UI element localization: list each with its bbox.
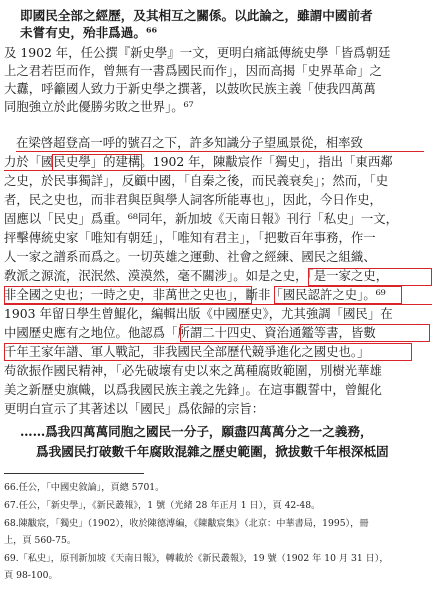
highlight-underline bbox=[16, 151, 424, 152]
highlight-box bbox=[274, 286, 402, 304]
body-text-line: 非全國之史也；一時之史，非萬世之史也」，斷非「國民認許之史」。⁶⁹ bbox=[4, 287, 386, 302]
body-text-line: 中國歷史應有之地位。他認爲「所謂二十四史、資治通鑑等書，皆數 bbox=[4, 325, 376, 340]
footnote-line: 69.「私史」，原刊新加坡《天南日報》，轉載於《新民叢報》，19 號（1902 年 10 月 31 日）， bbox=[4, 553, 389, 564]
body-text-line: 固應以「民史」爲重。⁶⁸同年，新加坡《天南日報》刊行「私史」一文， bbox=[4, 211, 399, 226]
block-quote-line: 未嘗有史，殆非爲過。⁶⁶ bbox=[20, 25, 157, 40]
body-text-line: 抨擊傳統史家「唯知有朝廷」，「唯知有君主」，「把數百年事務，作一 bbox=[4, 230, 376, 245]
footnote-line: 66.任公，「中國史敘論」，頁總 5701。 bbox=[4, 482, 165, 493]
highlight-box bbox=[180, 324, 430, 342]
highlight-box bbox=[52, 154, 142, 171]
footnote-line: 頁 98-100。 bbox=[4, 570, 58, 581]
footnote-divider bbox=[4, 473, 144, 474]
body-text-line: 人一家之譜系而爲之。一切英雄之運動、社會之經練、國民之組織、 bbox=[4, 249, 376, 264]
body-text-line: 及 1902 年，任公撰『新史學』一文，更明白痛詆傳統史學「皆爲朝廷 bbox=[4, 45, 391, 60]
highlight-underline bbox=[4, 304, 432, 305]
body-text-line: 敎派之源流，泯泯然、漠漠然，毫不關涉」。如是之史，「是一家之史， bbox=[4, 268, 389, 283]
body-text-line: 者，民之史也，而非君與臣與學人詞客所能專也」，因此，今日作史， bbox=[4, 192, 382, 207]
block-quote-line: 爲我國民打破數千年腐敗混雜之歷史範圍，掀拔數千年根深柢固 bbox=[36, 444, 389, 459]
body-text-line: 千年王家年譜、軍人戰記，非我國民全部歷代競爭進化之國史也。」 bbox=[4, 344, 370, 359]
body-text-line: 大纛，呼籲國人致力于新史學之撰著，以鼓吹民族主義「使我四萬萬 bbox=[4, 81, 376, 96]
footnote-line: 67.任公，「新史學」，《新民叢報》，1 號（光緒 28 年正月 1 日），頁 42-48。 bbox=[4, 500, 321, 511]
body-text-line: 同胞強立於此優勝劣敗之世界」。⁶⁷ bbox=[4, 99, 194, 114]
body-text-line: 上之君若臣而作，曾無有一書爲國民而作」，因而高揭「史界革命」之 bbox=[4, 63, 382, 78]
body-text-line: 1903 年留日學生曾鯤化，編輯出版《中國歷史》，尤其強調「國民」在 bbox=[4, 306, 393, 321]
highlight-box bbox=[4, 286, 252, 304]
body-text-line: 美之新歷史旗幟，以爲我國民族主義之先鋒」。在這事觀誓中，曾鯤化 bbox=[4, 382, 382, 397]
footnote-line: 68.陳黻宸，「獨史」（1902），收於陳德溥編，《陳黻宸集》（北京：中華書局，1995），冊 bbox=[4, 518, 369, 529]
body-text-line: 在梁啓超登高一呼的號召之下，許多知識分子望風景從，相率致 bbox=[16, 135, 363, 150]
body-text-line: 之史，於民事獨詳」，反顧中國，「自秦之後，而民義衰矣」；然而，「史 bbox=[4, 173, 389, 188]
block-quote-line: 即國民全部之經歷，及其相互之關係。以此論之，雖謂中國前者 bbox=[20, 8, 373, 23]
block-quote-line: ……爲我四萬萬同胞之國民一分子，願盡四萬萬分之一之義務， bbox=[20, 424, 373, 439]
highlight-box bbox=[308, 268, 432, 286]
body-text-line: 苟欲振作國民精神，「必先破壞有史以來之萬種腐敗範圍，別樹光華雄 bbox=[4, 363, 382, 378]
body-text-line: 力於「國民史學」的建構。1902 年，陳黻宸作「獨史」，指出「東西鄰 bbox=[4, 154, 393, 169]
body-text-line: 更明白宣示了其著述以「國民」爲依歸的宗旨： bbox=[4, 401, 265, 416]
highlight-box bbox=[4, 343, 412, 361]
footnote-line: 上，頁 560-75。 bbox=[4, 535, 77, 546]
